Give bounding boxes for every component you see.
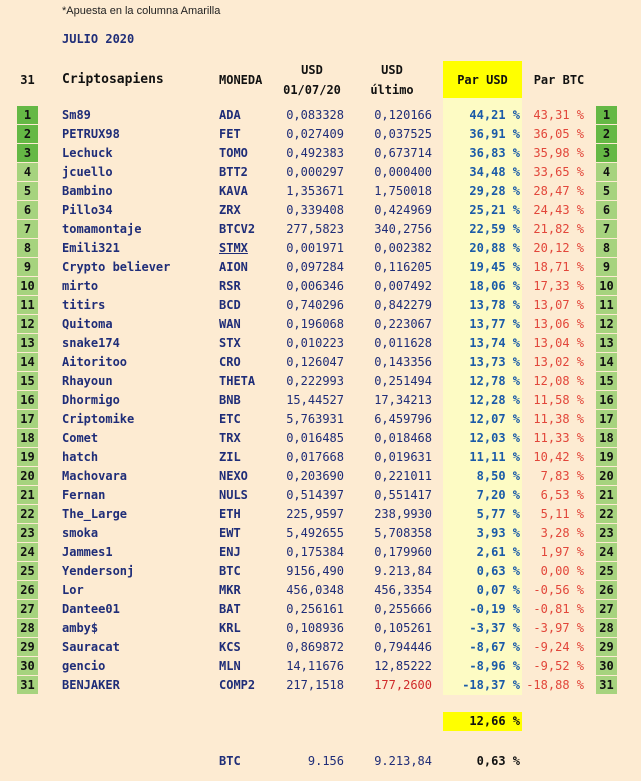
rank-right: 17 bbox=[596, 410, 617, 428]
usd-last-value: 17,34213 bbox=[374, 393, 432, 407]
header-usd-last-line1: USD bbox=[381, 63, 403, 77]
participant-name: Yendersonj bbox=[62, 564, 135, 578]
usd-last-value: 0,143356 bbox=[374, 355, 432, 369]
table-row bbox=[0, 657, 641, 676]
usd-last-value: 0,251494 bbox=[374, 374, 432, 388]
usd-start-value: 1,353671 bbox=[286, 184, 344, 198]
coin-symbol: ETC bbox=[219, 412, 241, 426]
participant-name: snake174 bbox=[62, 336, 120, 350]
header-count: 31 bbox=[20, 73, 35, 87]
coin-symbol: ENJ bbox=[219, 545, 241, 559]
table-row bbox=[0, 486, 641, 505]
par-usd-value: 36,83 % bbox=[469, 146, 520, 160]
rank-right: 24 bbox=[596, 543, 617, 561]
usd-start-value: 0,001971 bbox=[286, 241, 344, 255]
rank-right: 5 bbox=[596, 182, 617, 200]
participant-name: tomamontaje bbox=[62, 222, 142, 236]
usd-last-value: 456,3354 bbox=[374, 583, 432, 597]
usd-start-value: 0,203690 bbox=[286, 469, 344, 483]
usd-start-value: 0,006346 bbox=[286, 279, 344, 293]
par-btc-value: 17,33 % bbox=[533, 279, 584, 293]
rank-right: 25 bbox=[596, 562, 617, 580]
usd-start-value: 5,763931 bbox=[286, 412, 344, 426]
participant-name: Jammes1 bbox=[62, 545, 113, 559]
table-row bbox=[0, 638, 641, 657]
rank-right: 22 bbox=[596, 505, 617, 523]
rank-right: 3 bbox=[596, 144, 617, 162]
rank-right: 9 bbox=[596, 258, 617, 276]
rank-right: 16 bbox=[596, 391, 617, 409]
coin-symbol: BTCV2 bbox=[219, 222, 256, 236]
header-name: Criptosapiens bbox=[62, 72, 164, 87]
rank-right: 23 bbox=[596, 524, 617, 542]
usd-last-value: 0,551417 bbox=[374, 488, 432, 502]
usd-last-value: 0,000400 bbox=[374, 165, 432, 179]
usd-start-value: 225,9597 bbox=[286, 507, 344, 521]
header-par-btc: Par BTC bbox=[533, 73, 585, 87]
par-btc-value: 20,12 % bbox=[533, 241, 584, 255]
usd-last-value: 12,85222 bbox=[374, 659, 432, 673]
rank-left: 31 bbox=[17, 676, 38, 694]
usd-start-value: 456,0348 bbox=[286, 583, 344, 597]
rank-right: 27 bbox=[596, 600, 617, 618]
coin-symbol: ETH bbox=[219, 507, 241, 521]
rank-left: 7 bbox=[17, 220, 38, 238]
par-btc-value: 7,83 % bbox=[540, 469, 584, 483]
par-usd-value: 34,48 % bbox=[469, 165, 520, 179]
par-usd-value: 18,06 % bbox=[469, 279, 520, 293]
table-row bbox=[0, 467, 641, 486]
table-row bbox=[0, 581, 641, 600]
rank-left: 29 bbox=[17, 638, 38, 656]
table-row bbox=[0, 676, 641, 695]
btc-label: BTC bbox=[219, 754, 241, 768]
participant-name: Pillo34 bbox=[62, 203, 113, 217]
rank-left: 18 bbox=[17, 429, 38, 447]
par-btc-value: -9,52 % bbox=[533, 659, 584, 673]
par-btc-value: -0,81 % bbox=[533, 602, 584, 616]
usd-start-value: 0,339408 bbox=[286, 203, 344, 217]
par-btc-value: 5,11 % bbox=[540, 507, 584, 521]
table-row bbox=[0, 524, 641, 543]
usd-start-value: 0,175384 bbox=[286, 545, 344, 559]
usd-start-value: 217,1518 bbox=[286, 678, 344, 692]
rank-left: 2 bbox=[17, 125, 38, 143]
usd-start-value: 0,016485 bbox=[286, 431, 344, 445]
usd-last-value: 0,116205 bbox=[374, 260, 432, 274]
rank-right: 6 bbox=[596, 201, 617, 219]
par-btc-value: 11,38 % bbox=[533, 412, 584, 426]
par-usd-value: -3,37 % bbox=[469, 621, 520, 635]
coin-symbol: ZRX bbox=[219, 203, 241, 217]
par-usd-value: 22,59 % bbox=[469, 222, 520, 236]
usd-start-value: 0,514397 bbox=[286, 488, 344, 502]
coin-symbol: ADA bbox=[219, 108, 241, 122]
par-usd-value: 19,45 % bbox=[469, 260, 520, 274]
usd-last-value: 5,708358 bbox=[374, 526, 432, 540]
table-row bbox=[0, 619, 641, 638]
table-row bbox=[0, 258, 641, 277]
par-usd-value: 12,07 % bbox=[469, 412, 520, 426]
total-par-usd-value: 12,66 % bbox=[469, 714, 520, 728]
usd-last-value: 0,255666 bbox=[374, 602, 432, 616]
participant-name: Dhormigo bbox=[62, 393, 120, 407]
table-row bbox=[0, 543, 641, 562]
btc-par-usd: 0,63 % bbox=[476, 754, 520, 768]
par-usd-value: 29,28 % bbox=[469, 184, 520, 198]
participant-name: Bambino bbox=[62, 184, 113, 198]
usd-last-value: 0,673714 bbox=[374, 146, 432, 160]
par-usd-value: 25,21 % bbox=[469, 203, 520, 217]
rank-right: 26 bbox=[596, 581, 617, 599]
usd-start-value: 14,11676 bbox=[286, 659, 344, 673]
header-coin: MONEDA bbox=[219, 73, 263, 87]
par-usd-value: 12,78 % bbox=[469, 374, 520, 388]
usd-start-value: 0,126047 bbox=[286, 355, 344, 369]
par-usd-value: 13,74 % bbox=[469, 336, 520, 350]
par-btc-value: 43,31 % bbox=[533, 108, 584, 122]
coin-symbol: BTT2 bbox=[219, 165, 248, 179]
rank-left: 4 bbox=[17, 163, 38, 181]
par-usd-value: -8,96 % bbox=[469, 659, 520, 673]
rank-right: 14 bbox=[596, 353, 617, 371]
rank-left: 9 bbox=[17, 258, 38, 276]
participant-name: hatch bbox=[62, 450, 99, 464]
participant-name: Aitoritoo bbox=[62, 355, 128, 369]
participant-name: BENJAKER bbox=[62, 678, 120, 692]
participant-name: Crypto believer bbox=[62, 260, 171, 274]
rank-right: 1 bbox=[596, 106, 617, 124]
table-row bbox=[0, 429, 641, 448]
usd-start-value: 0,027409 bbox=[286, 127, 344, 141]
usd-last-value: 0,223067 bbox=[374, 317, 432, 331]
participant-name: Emili321 bbox=[62, 241, 120, 255]
par-usd-value: 3,93 % bbox=[476, 526, 520, 540]
rank-left: 24 bbox=[17, 543, 38, 561]
usd-last-value: 6,459796 bbox=[374, 412, 432, 426]
par-btc-value: 3,28 % bbox=[540, 526, 584, 540]
coin-symbol: COMP2 bbox=[219, 678, 256, 692]
par-usd-value: 5,77 % bbox=[476, 507, 520, 521]
participant-name: jcuello bbox=[62, 165, 113, 179]
table-row bbox=[0, 220, 641, 239]
rank-left: 10 bbox=[17, 277, 38, 295]
rank-right: 4 bbox=[596, 163, 617, 181]
coin-symbol: CRO bbox=[219, 355, 241, 369]
header-usd-last bbox=[352, 60, 432, 100]
par-usd-value: 7,20 % bbox=[476, 488, 520, 502]
usd-start-value: 0,869872 bbox=[286, 640, 344, 654]
coin-symbol: MLN bbox=[219, 659, 241, 673]
usd-start-value: 0,010223 bbox=[286, 336, 344, 350]
coin-symbol: NEXO bbox=[219, 469, 248, 483]
participant-name: Lor bbox=[62, 583, 84, 597]
rank-left: 28 bbox=[17, 619, 38, 637]
table-row bbox=[0, 334, 641, 353]
rank-left: 16 bbox=[17, 391, 38, 409]
usd-last-value: 1,750018 bbox=[374, 184, 432, 198]
par-btc-value: 24,43 % bbox=[533, 203, 584, 217]
table-row bbox=[0, 372, 641, 391]
par-btc-value: 35,98 % bbox=[533, 146, 584, 160]
usd-start-value: 0,222993 bbox=[286, 374, 344, 388]
rank-left: 11 bbox=[17, 296, 38, 314]
coin-symbol: BNB bbox=[219, 393, 241, 407]
coin-symbol: FET bbox=[219, 127, 241, 141]
par-usd-value: -18,37 % bbox=[462, 678, 520, 692]
table-row bbox=[0, 144, 641, 163]
par-btc-value: 36,05 % bbox=[533, 127, 584, 141]
par-btc-value: 28,47 % bbox=[533, 184, 584, 198]
participant-name: Sauracat bbox=[62, 640, 120, 654]
usd-last-value: 0,037525 bbox=[374, 127, 432, 141]
table-row bbox=[0, 182, 641, 201]
usd-last-value: 0,018468 bbox=[374, 431, 432, 445]
participant-name: Comet bbox=[62, 431, 99, 445]
table-row bbox=[0, 600, 641, 619]
table-row bbox=[0, 296, 641, 315]
table-row bbox=[0, 562, 641, 581]
participant-name: titirs bbox=[62, 298, 106, 312]
rank-right: 8 bbox=[596, 239, 617, 257]
header-usd-last-line2: último bbox=[370, 83, 414, 97]
rank-left: 6 bbox=[17, 201, 38, 219]
par-btc-value: 13,04 % bbox=[533, 336, 584, 350]
usd-start-value: 0,083328 bbox=[286, 108, 344, 122]
usd-last-value: 0,794446 bbox=[374, 640, 432, 654]
rank-right: 31 bbox=[596, 676, 617, 694]
table-row bbox=[0, 505, 641, 524]
coin-symbol: TRX bbox=[219, 431, 241, 445]
usd-last-value: 238,9930 bbox=[374, 507, 432, 521]
par-btc-value: 11,33 % bbox=[533, 431, 584, 445]
rank-left: 23 bbox=[17, 524, 38, 542]
par-btc-value: 10,42 % bbox=[533, 450, 584, 464]
participant-name: gencio bbox=[62, 659, 106, 673]
usd-last-value: 9.213,84 bbox=[374, 564, 432, 578]
usd-last-value: 0,105261 bbox=[374, 621, 432, 635]
table-row bbox=[0, 315, 641, 334]
coin-symbol: EWT bbox=[219, 526, 241, 540]
par-btc-value: 1,97 % bbox=[540, 545, 584, 559]
rank-left: 17 bbox=[17, 410, 38, 428]
coin-symbol: TOMO bbox=[219, 146, 248, 160]
table-row bbox=[0, 201, 641, 220]
coin-symbol: KCS bbox=[219, 640, 241, 654]
table-row bbox=[0, 277, 641, 296]
usd-start-value: 9156,490 bbox=[286, 564, 344, 578]
rank-right: 20 bbox=[596, 467, 617, 485]
rank-left: 26 bbox=[17, 581, 38, 599]
usd-start-value: 15,44527 bbox=[286, 393, 344, 407]
header-usd-start-line1: USD bbox=[301, 63, 323, 77]
month-title: JULIO 2020 bbox=[62, 32, 135, 46]
rank-left: 14 bbox=[17, 353, 38, 371]
par-btc-value: 11,58 % bbox=[533, 393, 584, 407]
rank-left: 13 bbox=[17, 334, 38, 352]
par-usd-value: 12,28 % bbox=[469, 393, 520, 407]
rank-right: 10 bbox=[596, 277, 617, 295]
par-usd-value: 8,50 % bbox=[476, 469, 520, 483]
rank-left: 8 bbox=[17, 239, 38, 257]
usd-last-value: 0,179960 bbox=[374, 545, 432, 559]
btc-usd-last: 9.213,84 bbox=[374, 754, 432, 768]
rank-left: 20 bbox=[17, 467, 38, 485]
usd-start-value: 0,000297 bbox=[286, 165, 344, 179]
usd-last-value: 177,2600 bbox=[374, 678, 432, 692]
rank-right: 28 bbox=[596, 619, 617, 637]
usd-last-value: 0,002382 bbox=[374, 241, 432, 255]
participant-name: smoka bbox=[62, 526, 99, 540]
par-btc-value: 13,02 % bbox=[533, 355, 584, 369]
usd-start-value: 5,492655 bbox=[286, 526, 344, 540]
table-row bbox=[0, 410, 641, 429]
coin-symbol: RSR bbox=[219, 279, 241, 293]
rank-right: 15 bbox=[596, 372, 617, 390]
usd-start-value: 0,196068 bbox=[286, 317, 344, 331]
rank-right: 29 bbox=[596, 638, 617, 656]
coin-symbol: KAVA bbox=[219, 184, 248, 198]
rank-left: 30 bbox=[17, 657, 38, 675]
total-par-usd bbox=[443, 712, 522, 731]
par-btc-value: 13,07 % bbox=[533, 298, 584, 312]
usd-last-value: 0,221011 bbox=[374, 469, 432, 483]
rank-left: 19 bbox=[17, 448, 38, 466]
table-row bbox=[0, 391, 641, 410]
participant-name: Quitoma bbox=[62, 317, 113, 331]
participant-name: PETRUX98 bbox=[62, 127, 120, 141]
coin-symbol: BCD bbox=[219, 298, 241, 312]
participant-name: amby$ bbox=[62, 621, 99, 635]
participant-name: The_Large bbox=[62, 507, 128, 521]
par-usd-value: 20,88 % bbox=[469, 241, 520, 255]
table-row bbox=[0, 106, 641, 125]
rank-right: 11 bbox=[596, 296, 617, 314]
participant-name: Lechuck bbox=[62, 146, 113, 160]
participant-name: Rhayoun bbox=[62, 374, 113, 388]
rank-right: 12 bbox=[596, 315, 617, 333]
par-usd-value: 2,61 % bbox=[476, 545, 520, 559]
par-usd-value: 13,77 % bbox=[469, 317, 520, 331]
rank-right: 18 bbox=[596, 429, 617, 447]
participant-name: Fernan bbox=[62, 488, 106, 502]
par-usd-value: -0,19 % bbox=[469, 602, 520, 616]
usd-start-value: 277,5823 bbox=[286, 222, 344, 236]
coin-symbol: THETA bbox=[219, 374, 256, 388]
rank-left: 1 bbox=[17, 106, 38, 124]
rank-right: 13 bbox=[596, 334, 617, 352]
usd-last-value: 0,120166 bbox=[374, 108, 432, 122]
coin-symbol: STMX bbox=[219, 241, 248, 255]
par-btc-value: 13,06 % bbox=[533, 317, 584, 331]
table-row bbox=[0, 163, 641, 182]
coin-symbol: MKR bbox=[219, 583, 241, 597]
par-usd-value: 11,11 % bbox=[469, 450, 520, 464]
rank-right: 21 bbox=[596, 486, 617, 504]
rank-left: 25 bbox=[17, 562, 38, 580]
par-btc-value: -18,88 % bbox=[526, 678, 584, 692]
par-btc-value: -3,97 % bbox=[533, 621, 584, 635]
rank-right: 19 bbox=[596, 448, 617, 466]
coin-symbol: NULS bbox=[219, 488, 248, 502]
participant-name: Criptomike bbox=[62, 412, 135, 426]
coin-symbol: BAT bbox=[219, 602, 241, 616]
header-usd-start-line2: 01/07/20 bbox=[283, 83, 341, 97]
par-btc-value: 12,08 % bbox=[533, 374, 584, 388]
usd-start-value: 0,017668 bbox=[286, 450, 344, 464]
usd-last-value: 0,424969 bbox=[374, 203, 432, 217]
rank-left: 27 bbox=[17, 600, 38, 618]
par-usd-value: 44,21 % bbox=[469, 108, 520, 122]
par-usd-value: 0,07 % bbox=[476, 583, 520, 597]
par-btc-value: 18,71 % bbox=[533, 260, 584, 274]
par-btc-value: 21,82 % bbox=[533, 222, 584, 236]
usd-start-value: 0,108936 bbox=[286, 621, 344, 635]
coin-symbol: BTC bbox=[219, 564, 241, 578]
par-btc-value: -9,24 % bbox=[533, 640, 584, 654]
usd-last-value: 0,019631 bbox=[374, 450, 432, 464]
usd-start-value: 0,256161 bbox=[286, 602, 344, 616]
table-row bbox=[0, 353, 641, 372]
note-text: *Apuesta en la columna Amarilla bbox=[62, 5, 221, 17]
ranking-table bbox=[0, 106, 641, 695]
rank-left: 5 bbox=[17, 182, 38, 200]
par-btc-value: 0,00 % bbox=[540, 564, 584, 578]
coin-symbol: WAN bbox=[219, 317, 241, 331]
par-btc-value: 33,65 % bbox=[533, 165, 584, 179]
rank-left: 3 bbox=[17, 144, 38, 162]
par-btc-value: 6,53 % bbox=[540, 488, 584, 502]
coin-symbol: KRL bbox=[219, 621, 241, 635]
table-row bbox=[0, 125, 641, 144]
rank-right: 30 bbox=[596, 657, 617, 675]
coin-symbol: AION bbox=[219, 260, 248, 274]
participant-name: Dantee01 bbox=[62, 602, 120, 616]
usd-start-value: 0,097284 bbox=[286, 260, 344, 274]
participant-name: mirto bbox=[62, 279, 99, 293]
coin-symbol: ZIL bbox=[219, 450, 241, 464]
participant-name: Sm89 bbox=[62, 108, 91, 122]
header-usd-start bbox=[272, 60, 352, 100]
par-usd-value: 36,91 % bbox=[469, 127, 520, 141]
coin-symbol: STX bbox=[219, 336, 241, 350]
rank-right: 2 bbox=[596, 125, 617, 143]
usd-start-value: 0,740296 bbox=[286, 298, 344, 312]
par-usd-value: -8,67 % bbox=[469, 640, 520, 654]
participant-name: Machovara bbox=[62, 469, 128, 483]
usd-last-value: 0,007492 bbox=[374, 279, 432, 293]
par-usd-value: 12,03 % bbox=[469, 431, 520, 445]
usd-start-value: 0,492383 bbox=[286, 146, 344, 160]
usd-last-value: 340,2756 bbox=[374, 222, 432, 236]
par-btc-value: -0,56 % bbox=[533, 583, 584, 597]
header-par-usd: Par USD bbox=[457, 73, 508, 87]
btc-usd-start: 9.156 bbox=[307, 754, 344, 768]
usd-last-value: 0,842279 bbox=[374, 298, 432, 312]
table-row bbox=[0, 448, 641, 467]
usd-last-value: 0,011628 bbox=[374, 336, 432, 350]
rank-left: 15 bbox=[17, 372, 38, 390]
rank-left: 12 bbox=[17, 315, 38, 333]
par-usd-value: 0,63 % bbox=[476, 564, 520, 578]
rank-right: 7 bbox=[596, 220, 617, 238]
par-usd-value: 13,73 % bbox=[469, 355, 520, 369]
rank-left: 21 bbox=[17, 486, 38, 504]
par-usd-value: 13,78 % bbox=[469, 298, 520, 312]
table-row bbox=[0, 239, 641, 258]
rank-left: 22 bbox=[17, 505, 38, 523]
